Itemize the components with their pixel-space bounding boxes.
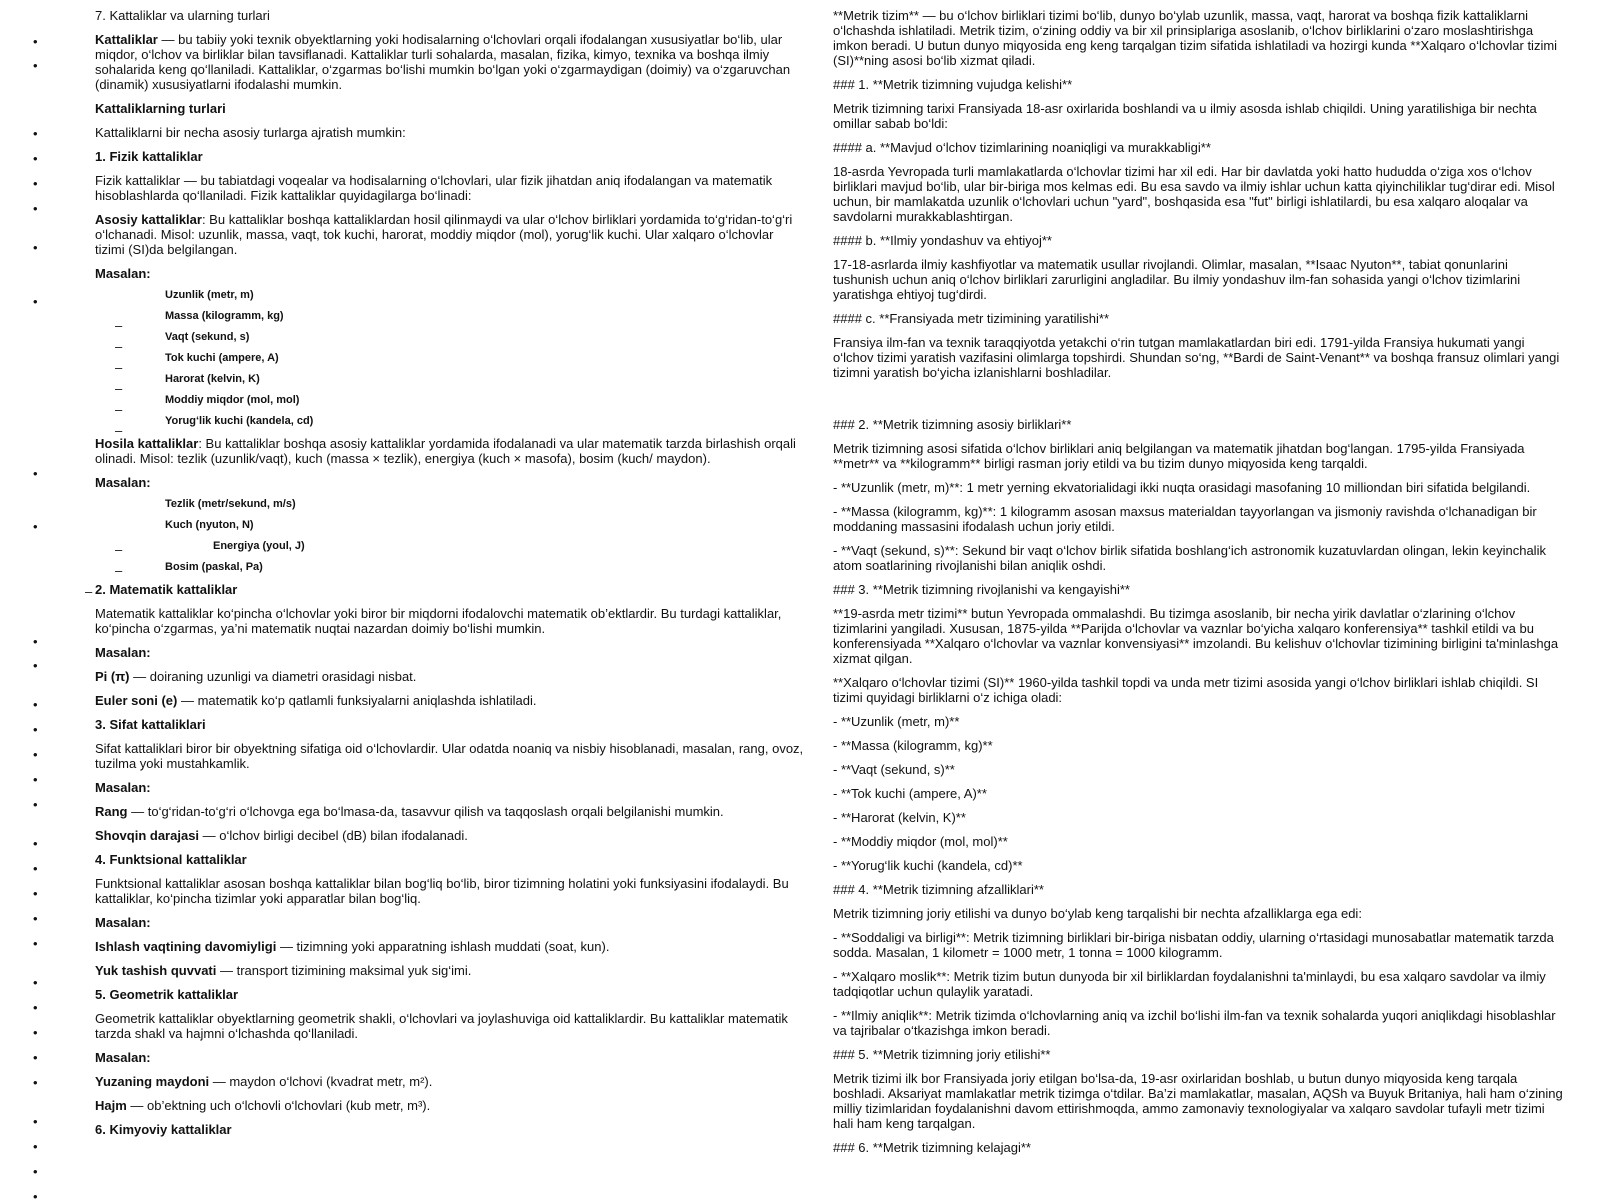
example-text: — o‘lchov birligi decibel (dB) bilan ifodalanadi.	[199, 828, 468, 843]
base-quantities-paragraph	[95, 212, 805, 257]
heading-5: ### 5. **Metrik tizimning joriy etilishi**	[833, 1047, 1051, 1062]
dash-marker: –	[115, 381, 123, 396]
heading-6: ### 6. **Metrik tizimning kelajagi**	[833, 1140, 1031, 1155]
list-item: Vaqt (sekund, s)	[165, 331, 250, 343]
example-text: — to‘g‘ridan-to‘g‘ri o‘lchovga ega bo‘lmasa-da, tasavvur qilish va taqqoslash orqali belgilanishi mumkin.	[127, 804, 724, 819]
paragraph-2: Metrik tizimning asosi sifatida o‘lchov birliklari aniq belgilangan va matematik jihatdan bog‘langan. 1795-yilda Fransiyada **metr** va **kilogramm** birligi rasman joriy etildi va bu tizim dunyo miqyosida keng tarqaldi.	[833, 441, 1525, 471]
dash-marker: –	[115, 563, 123, 578]
example-text: — matematik ko‘p qatlamli funksiyalarni aniqlashda ishlatiladi.	[177, 693, 537, 708]
bullet-marker: •	[33, 1075, 38, 1090]
bullet-marker: •	[33, 1050, 38, 1065]
math-text: Matematik kattaliklar ko‘pincha o‘lchovlar yoki biror bir miqdorni ifodalovchi matematik ob’ektlardir. Bu turdagi kattaliklar, ko‘pincha o‘zgarmas, ya’ni matematik nuqtai nazardan doimiy bo‘lishi mumkin.	[95, 606, 782, 636]
paragraph-2c: - **Vaqt (sekund, s)**: Sekund bir vaqt o‘lchov birlik sifatida boshlang‘ich astronomik kuzatuvlardan olingan, lekin keyinchalik atom soatlarining rivojlanishi bilan aniqlik oshdi.	[833, 543, 1546, 573]
paragraph-4c: - **Ilmiy aniqlik**: Metrik tizimda o‘lchovlarning aniq va izchil bo‘lishi ilm-fan va texnik sohalarda yuqori aniqlikdagi hisoblashlar va tajribalar o‘tkazishga imkon beradi.	[833, 1008, 1556, 1038]
bullet-marker: •	[33, 466, 38, 481]
dash-marker: –	[115, 360, 123, 375]
list-item: Moddiy miqdor (mol, mol)	[165, 394, 300, 406]
base-text: : Bu kattaliklar boshqa kattaliklardan hosil qilinmaydi va ular o‘lchov birliklari yordamida to‘g‘ridan-to‘g‘ri o‘lchanadi. Misol: uzunlik, massa, vaqt, tok kuchi, harorat, moddiy miqdor (mol), yorug‘lik kuchi. Ular xalqaro o‘lchovlar tizimi (SI)da belgilangan.	[95, 212, 793, 257]
bullet-marker: •	[33, 911, 38, 926]
example-term: Euler soni (e)	[95, 693, 178, 708]
list-item: - **Vaqt (sekund, s)**	[833, 762, 955, 777]
bullet-marker: •	[33, 861, 38, 876]
heading-1: ### 1. **Metrik tizimning vujudga kelishi**	[833, 77, 1073, 92]
example-term: Yuk tashish quvvati	[95, 963, 217, 978]
list-item: Uzunlik (metr, m)	[165, 289, 254, 301]
math-heading: 2. Matematik kattaliklar	[95, 582, 238, 597]
derived-term: Hosila kattaliklar	[95, 436, 199, 451]
dash-marker: –	[115, 542, 123, 557]
functional-heading: 4. Funktsional kattaliklar	[95, 852, 247, 867]
list-item: Tok kuchi (ampere, A)	[165, 352, 279, 364]
list-item: - **Uzunlik (metr, m)**	[833, 714, 960, 729]
physical-heading: 1. Fizik kattaliklar	[95, 149, 203, 164]
example-term: Rang	[95, 804, 128, 819]
bullet-marker: •	[33, 722, 38, 737]
chemical-heading: 6. Kimyoviy kattaliklar	[95, 1122, 232, 1137]
example-label: Masalan:	[95, 475, 151, 490]
geometric-example-area	[95, 1074, 805, 1089]
bullet-marker: •	[33, 126, 38, 141]
heading-1a: #### a. **Mavjud o‘lchov tizimlarining noaniqligi va murakkabligi**	[833, 140, 1211, 155]
bullet-marker: •	[33, 836, 38, 851]
paragraph-4: Metrik tizimning joriy etilishi va dunyo bo‘ylab keng tarqalishi bir nechta afzalliklarga ega edi:	[833, 906, 1362, 921]
bullet-marker: •	[33, 1025, 38, 1040]
example-term: Pi (π)	[95, 669, 130, 684]
dash-marker: –	[115, 339, 123, 354]
intro-text: — bu tabiiy yoki texnik obyektlarning yoki hodisalarning o‘lchovlari orqali ifodalangan xususiyatlar bo‘lib, ular miqdor, o‘lchov va birliklar bilan tavsiflanadi. Kattaliklar turli sohalarda, masalan, fizika, kimyo, texnika va boshqa ilmiy sohalarida keng qo‘llaniladi. Kattaliklar, o‘zgarmas bo‘lishi mumkin bo‘lgan yoki o‘zgarmaydigan (doimiy) va o‘zgaruvchan (dinamik) xususiyatlarni ifodalashi mumkin.	[95, 32, 791, 92]
quality-heading: 3. Sifat kattaliklari	[95, 717, 206, 732]
bullet-marker: •	[33, 201, 38, 216]
geometric-heading: 5. Geometrik kattaliklar	[95, 987, 239, 1002]
bullet-marker: •	[33, 1114, 38, 1129]
quality-text: Sifat kattaliklari biror bir obyektning sifatiga oid o‘lchovlardir. Ular odatda noaniq va nisbiy hisoblanadi, masalan, rang, ovoz, tuzilma yoki mustahkamlik.	[95, 741, 804, 771]
bullet-marker: •	[33, 1189, 38, 1204]
bullet-marker: •	[33, 151, 38, 166]
list-item: Harorat (kelvin, K)	[165, 373, 260, 385]
list-item: - **Moddiy miqdor (mol, mol)**	[833, 834, 1008, 849]
list-item: Tezlik (metr/sekund, m/s)	[165, 498, 296, 510]
list-item: - **Massa (kilogramm, kg)**	[833, 738, 993, 753]
example-text: — transport tizimining maksimal yuk sig‘imi.	[216, 963, 472, 978]
derived-units-list	[95, 498, 805, 574]
example-term: Shovqin darajasi	[95, 828, 200, 843]
example-text: — doiraning uzunligi va diametri orasidagi nisbat.	[129, 669, 417, 684]
heading-4: ### 4. **Metrik tizimning afzalliklari**	[833, 882, 1044, 897]
paragraph-1a: 18-asrda Yevropada turli mamlakatlarda o‘lchovlar tizimi har xil edi. Har bir davlatda yoki hatto hududda o‘ziga xos o‘lchov birliklari mavjud bo‘lib, ular bir-biriga mos kelmas edi. Bu esa savdo va ilmiy ishlar uchun katta qiyinchiliklar tug‘dirar edi. Misol uchun, bir mamlakatda uzunlik o‘lchovlari uchun "yard", boshqasida esa "fut" birligi ishlatilardi, bu esa xalqaro aloqalar va savdolarni murakkablashtirgan.	[833, 164, 1555, 224]
dash-marker: –	[85, 584, 93, 599]
bullet-marker: •	[33, 634, 38, 649]
example-text: — maydon o‘lchovi (kvadrat metr, m²).	[209, 1074, 433, 1089]
example-text: — tizimning yoki apparatning ishlash muddati (soat, kun).	[276, 939, 610, 954]
math-example-euler	[95, 693, 805, 708]
geometric-text: Geometrik kattaliklar obyektlarning geometrik shakli, o‘lchovlari va joylashuviga oid kattaliklardir. Bu kattaliklar matematik tarzda shakl va hajmni o‘lchashda qo‘llaniladi.	[95, 1011, 788, 1041]
bullet-marker: •	[33, 747, 38, 762]
paragraph-2b: - **Massa (kilogramm, kg)**: 1 kilogramm asosan maxsus materialdan tayyorlangan va jismoniy ravishda o‘lchanadigan bir moddaning massasini ifodalash uchun joriy etildi.	[833, 504, 1537, 534]
derived-text: : Bu kattaliklar boshqa asosiy kattaliklar yordamida ifodalanadi va ular matematik tarzda birlashish orqali olinadi. Misol: tezlik (uzunlik/vaqt), kuch (massa × tezlik), energiya (kuch × masofa), bosim (kuch/ maydon).	[95, 436, 796, 466]
list-item: - **Harorat (kelvin, K)**	[833, 810, 966, 825]
quality-example-color	[95, 804, 805, 819]
spacer	[833, 389, 1563, 417]
base-units-list	[95, 289, 805, 428]
bullet-marker: •	[33, 886, 38, 901]
dash-marker: –	[115, 402, 123, 417]
bullet-marker: •	[33, 240, 38, 255]
bullet-marker: •	[33, 697, 38, 712]
section-title: 7. Kattaliklar va ularning turlari	[95, 8, 270, 23]
bullet-marker: •	[33, 34, 38, 49]
functional-example-duration	[95, 939, 805, 954]
heading-3: ### 3. **Metrik tizimning rivojlanishi va kengayishi**	[833, 582, 1130, 597]
example-label: Masalan:	[95, 915, 151, 930]
paragraph-1: Metrik tizimning tarixi Fransiyada 18-asr oxirlarida boshlandi va u ilmiy asosda ishlab chiqildi. Uning yaratilishiga bir nechta omillar sabab bo‘ldi:	[833, 101, 1537, 131]
math-example-pi	[95, 669, 805, 684]
bullet-marker: •	[33, 1000, 38, 1015]
bullet-marker: •	[33, 936, 38, 951]
paragraph-4a: - **Soddaligi va birligi**: Metrik tizimning birliklari bir-biriga nisbatan oddiy, ularning o‘rtasidagi munosabatlar matematik tarzda sodda. Masalan, 1 kilometr = 1000 metr, 1 tonna = 1000 kilogramm.	[833, 930, 1554, 960]
types-intro: Kattaliklarni bir necha asosiy turlarga ajratish mumkin:	[95, 125, 406, 140]
paragraph-1c: Fransiya ilm-fan va texnik taraqqiyotda yetakchi o‘rin tutgan mamlakatlardan biri edi. 1791-yilda Fransiya hukumati yangi o‘lchov tizimi yaratish vazifasini olimlarga topshirdi. Shundan so‘ng, **Bardi de Saint-Venant** va boshqa fransuz olimlari yangi tizimni yaratish bo‘yicha izlanishlarni boshladilar.	[833, 335, 1560, 380]
right-column	[833, 8, 1563, 1164]
metric-intro: **Metrik tizim** — bu o‘lchov birliklari tizimi bo‘lib, dunyo bo‘ylab uzunlik, massa, vaqt, harorat va boshqa fizik kattaliklarni o‘lchashda ishlatiladi. Metrik tizim, o‘zining oddiy va bir xil prinsiplariga asoslanib, o‘lchov birliklarini o‘zaro moslashtirishga imkon beradi. U butun dunyo miqyosida eng keng tarqalgan tizim sifatida ishlatiladi va hozirgi kunda **Xalqaro o‘lchovlar tizimi (SI)**ning asosi bo‘lib xizmat qiladi.	[833, 8, 1558, 68]
example-label: Masalan:	[95, 645, 151, 660]
heading-2: ### 2. **Metrik tizimning asosiy birliklari**	[833, 417, 1072, 432]
bullet-marker: •	[33, 772, 38, 787]
list-item: - **Tok kuchi (ampere, A)**	[833, 786, 987, 801]
heading-1b: #### b. **Ilmiy yondashuv va ehtiyoj**	[833, 233, 1052, 248]
bullet-marker: •	[33, 658, 38, 673]
bullet-marker: •	[33, 58, 38, 73]
list-item: Massa (kilogramm, kg)	[165, 310, 284, 322]
derived-quantities-paragraph	[95, 436, 805, 466]
intro-term: Kattaliklar	[95, 32, 158, 47]
example-term: Ishlash vaqtining davomiyligi	[95, 939, 277, 954]
types-heading: Kattaliklarning turlari	[95, 101, 226, 116]
bullet-marker: •	[33, 519, 38, 534]
example-label: Masalan:	[95, 266, 151, 281]
bullet-marker: •	[33, 1139, 38, 1154]
example-label: Masalan:	[95, 1050, 151, 1065]
example-term: Yuzaning maydoni	[95, 1074, 210, 1089]
bullet-marker: •	[33, 975, 38, 990]
paragraph-3b: **Xalqaro o‘lchovlar tizimi (SI)** 1960-yilda tashkil topdi va unda metr tizimi asosida yangi o‘lchov birliklari ishlab chiqildi. SI tizimi quyidagi birliklarni o‘z ichiga oladi:	[833, 675, 1539, 705]
heading-1c: #### c. **Fransiyada metr tizimining yaratilishi**	[833, 311, 1110, 326]
list-item: Bosim (paskal, Pa)	[165, 561, 263, 573]
bullet-marker: •	[33, 1164, 38, 1179]
left-column	[95, 8, 805, 1146]
functional-example-capacity	[95, 963, 805, 978]
geometric-example-volume	[95, 1098, 805, 1113]
dash-marker: –	[115, 423, 123, 438]
paragraph-5: Metrik tizimi ilk bor Fransiyada joriy etilgan bo‘lsa-da, 19-asr oxirlaridan boshlab, u butun dunyo miqyosida keng tarqala boshladi. Aksariyat mamlakatlar metrik tizimga o‘tdilar. Ba’zi mamlakatlar, masalan, AQSh va Buyuk Britaniya, hali ham o‘zining milliy tizimlaridan foydalanishni davom ettirishmoqda, ammo zamonaviy texnologiyalar va xalqaro savdolar tufayli metr tizimi hali ham keng tarqalgan.	[833, 1071, 1563, 1131]
example-label: Masalan:	[95, 780, 151, 795]
list-item: Yorug‘lik kuchi (kandela, cd)	[165, 415, 314, 427]
example-term: Hajm	[95, 1098, 127, 1113]
bullet-marker: •	[33, 797, 38, 812]
paragraph-1b: 17-18-asrlarda ilmiy kashfiyotlar va matematik usullar rivojlandi. Olimlar, masalan, **Isaac Nyuton**, tabiat qonunlarini tushunish uchun aniq o‘lchov birliklari zarurligini angladilar. Bu ilmiy yondashuv ilm-fan sohasida yangi o‘lchov tizimlarini yaratishga ehtiyoj tug‘dirdi.	[833, 257, 1521, 302]
paragraph-2a: - **Uzunlik (metr, m)**: 1 metr yerning ekvatorialidagi ikki nuqta orasidagi masofaning 10 milliondan biri sifatida belgilandi.	[833, 480, 1531, 495]
list-item: Kuch (nyuton, N)	[165, 519, 254, 531]
base-term: Asosiy kattaliklar	[95, 212, 202, 227]
list-item: - **Yorug‘lik kuchi (kandela, cd)**	[833, 858, 1023, 873]
list-item: Energiya (youl, J)	[213, 540, 305, 552]
bullet-marker: •	[33, 176, 38, 191]
paragraph-4b: - **Xalqaro moslik**: Metrik tizim butun dunyoda bir xil birliklardan foydalanishni ta'minlaydi, bu esa xalqaro savdolar va ilmiy tadqiqotlar uchun qulaylik yaratadi.	[833, 969, 1546, 999]
intro-paragraph	[95, 32, 805, 92]
example-text: — ob’ektning uch o‘lchovli o‘lchovlari (kub metr, m³).	[126, 1098, 431, 1113]
quality-example-noise	[95, 828, 805, 843]
dash-marker: –	[115, 318, 123, 333]
physical-text: Fizik kattaliklar — bu tabiatdagi voqealar va hodisalarning o‘lchovlari, ular fizik jihatdan aniq ifodalangan va matematik hisoblashlarda qo‘llaniladi. Fizik kattaliklar quyidagilarga bo‘linadi:	[95, 173, 773, 203]
bullet-marker: •	[33, 294, 38, 309]
functional-text: Funktsional kattaliklar asosan boshqa kattaliklar bilan bog‘liq bo‘lib, biror tizimning holatini yoki funksiyasini ifodalaydi. Bu kattaliklar, ko‘pincha tizimlar yoki apparatlar bilan bog‘liq.	[95, 876, 789, 906]
paragraph-3: **19-asrda metr tizimi** butun Yevropada ommalashdi. Bu tizimga asoslanib, bir necha yirik davlatlar o‘zlarining o‘lchov tizimlarini yangiladi. Xususan, 1875-yilda **Parijda o‘lchovlar va vaznlar bo‘yicha xalqaro konferensiya** tashkil etildi va bu konferensiyada **Xalqaro o‘lchovlar va vaznlar konvensiyasi** imzolandi. Bu kelishuv o‘lchovlar tizimining birligini ta'minlashga xizmat qilgan.	[833, 606, 1559, 666]
